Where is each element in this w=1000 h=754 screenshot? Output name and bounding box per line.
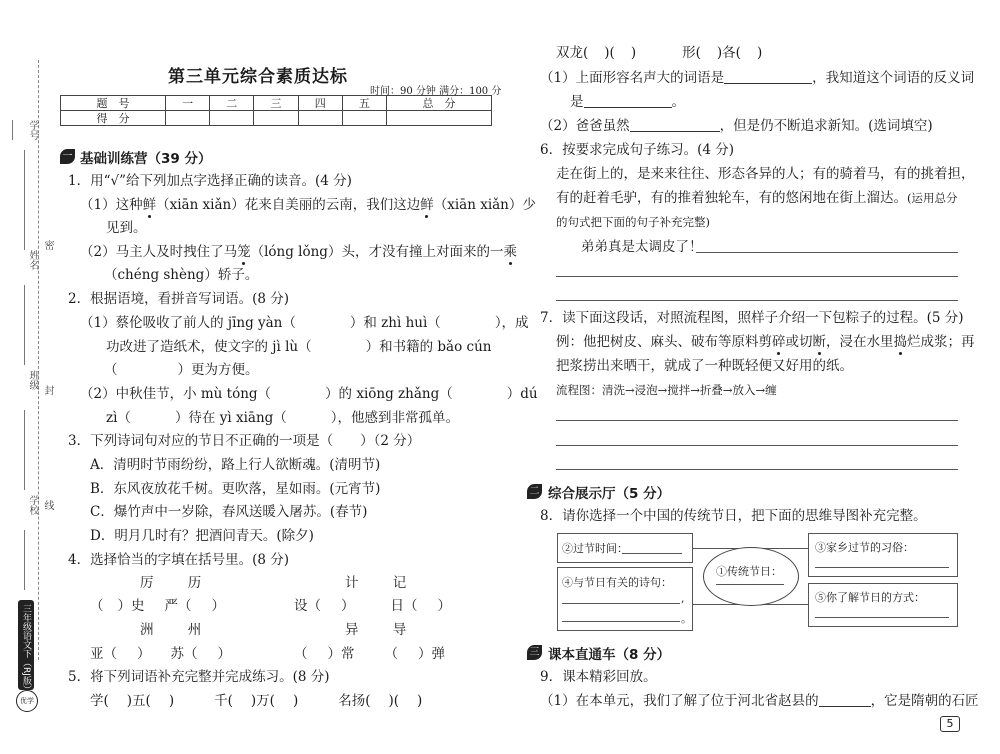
q7-flowchart: 流程图：清洗→浸泡→搅拌→折叠→放入→缠 bbox=[556, 383, 777, 397]
q1-item-1: （1）这种鲜（xiān xiǎn）花来自美丽的云南，我们这边鲜（xiān xiǎn）少 bbox=[80, 197, 536, 213]
q3-option-d[interactable]: D．明月几时有？把酒问青天。(除夕) bbox=[90, 528, 314, 544]
q4-pair-4: 异 导 bbox=[345, 622, 407, 638]
score-cell: 题 号 bbox=[61, 96, 166, 111]
q5-item-1-blank[interactable] bbox=[724, 69, 812, 84]
margin-line bbox=[12, 120, 13, 140]
section-2-number: 二 bbox=[527, 484, 542, 499]
margin-bind-word-3: 线 bbox=[42, 500, 53, 510]
q4-row-2-right: （ ）常 （ ）弹 bbox=[294, 646, 445, 662]
q6-answer-line-2[interactable] bbox=[556, 276, 958, 277]
q3-stem: 3．下列诗词句对应的节日不正确的一项是（ ）（2 分） bbox=[68, 433, 421, 449]
q1-item-1-cont: 见到。 bbox=[106, 220, 147, 236]
score-cell: 二 bbox=[210, 96, 254, 111]
q4-row-1-right: 设（ ） 日（ ） bbox=[294, 598, 451, 614]
margin-class-label: 班级 bbox=[27, 370, 38, 390]
margin-fill-line-2 bbox=[24, 285, 25, 365]
book-label-tab bbox=[18, 600, 34, 694]
q2-stem: 2．根据语境，看拼音写词语。(8 分) bbox=[68, 291, 290, 307]
q4-pair-2: 计 记 bbox=[345, 575, 407, 591]
margin-bind-word-1: 密 bbox=[42, 240, 53, 250]
q4-row-1-left: （ ）史 严（ ） bbox=[90, 598, 225, 614]
margin-bind-word-2: 封 bbox=[42, 385, 53, 395]
score-input[interactable] bbox=[298, 111, 342, 126]
margin-school-label: 学校 bbox=[27, 495, 38, 515]
margin-fill-line-3 bbox=[24, 410, 25, 490]
q5-row-1: 学( )五( ) 千( )万( ) 名扬( )( ) bbox=[90, 693, 423, 709]
binding-dash-line bbox=[38, 60, 39, 660]
q3-option-c[interactable]: C．爆竹声中一岁除，春风送暖入屠苏。(春节) bbox=[90, 504, 368, 520]
q6-passage-1: 走在街上的，是来来往往、形态各异的人；有的骑着马，有的挑着担， bbox=[556, 166, 975, 182]
q2-item-1-line2: 功改进了造纸术，使文字的 jì lù（ ）和书籍的 bǎo cún bbox=[106, 339, 492, 355]
time-info: 时间：90 分钟 满分：100 分 bbox=[370, 86, 502, 97]
score-cell: 总 分 bbox=[387, 96, 492, 111]
q6-instruction: 的句式把下面的句子补充完整) bbox=[556, 215, 710, 229]
score-cell: 得 分 bbox=[61, 111, 166, 126]
q5-item-1-antonym-blank[interactable] bbox=[584, 93, 672, 108]
q3-option-b[interactable]: B．东风夜放花千树。更吹落，星如雨。(元宵节) bbox=[90, 481, 381, 497]
q7-example-1: 例：他把树皮、麻头、破布等原料剪碎或切断，浸在水里捣烂成浆；再 bbox=[556, 334, 975, 350]
q1-item-2: （2）马主人及时拽住了马笼（lóng lǒng）头，才没有撞上对面来的一乘 bbox=[80, 244, 517, 260]
margin-fill-line-1 bbox=[24, 150, 25, 250]
score-cell: 一 bbox=[165, 96, 209, 111]
q2-item-2-line2: zì（ ）待在 yì xiāng（ ），他感到非常孤单。 bbox=[106, 410, 460, 426]
score-table bbox=[60, 95, 492, 126]
q7-stem: 7．读下面这段话，对照流程图，照样子介绍一下包粽子的过程。(5 分) bbox=[540, 310, 964, 326]
q6-answer-line-1[interactable] bbox=[696, 252, 958, 253]
q4-pair-1: 厉 历 bbox=[140, 575, 202, 591]
q7-answer-line-1[interactable] bbox=[556, 420, 958, 421]
score-header-row bbox=[61, 96, 492, 111]
q4-stem: 4．选择恰当的字填在括号里。(8 分) bbox=[68, 552, 290, 568]
q3-option-a[interactable]: A．清明时节雨纷纷，路上行人欲断魂。(清明节) bbox=[90, 457, 381, 473]
q5-item-1-cont: 是 。 bbox=[570, 94, 685, 110]
margin-fill-line-4 bbox=[24, 530, 25, 590]
score-input[interactable] bbox=[254, 111, 298, 126]
q1-item-2-cont: （chéng shèng）轿子。 bbox=[104, 267, 259, 283]
q5-item-2-blank[interactable] bbox=[630, 117, 720, 132]
q4-pair-3: 洲 州 bbox=[140, 622, 202, 638]
score-cell: 四 bbox=[298, 96, 342, 111]
section-3-number: 三 bbox=[527, 645, 542, 660]
q6-example: 弟弟真是太调皮了！ bbox=[581, 239, 703, 255]
section-3-title: 课本直通车（8 分） bbox=[548, 647, 671, 663]
section-1-title: 基础训练营（39 分） bbox=[80, 151, 212, 167]
page-number: 5 bbox=[940, 716, 960, 732]
q9-item-1-blank[interactable] bbox=[819, 692, 871, 707]
score-input-row bbox=[61, 111, 492, 126]
margin-id-label: 学号 bbox=[27, 120, 38, 140]
score-input[interactable] bbox=[342, 111, 386, 126]
score-input[interactable] bbox=[210, 111, 254, 126]
score-input[interactable] bbox=[165, 111, 209, 126]
q7-example-2: 把浆捞出来晒干，就成了一种既轻便又好用的纸。 bbox=[556, 358, 853, 374]
score-cell: 五 bbox=[342, 96, 386, 111]
score-input[interactable] bbox=[387, 111, 492, 126]
book-label: 三年级语文下（RJ版） bbox=[21, 604, 31, 694]
q5-stem: 5．将下列词语补充完整并完成练习。(8 分) bbox=[68, 669, 330, 685]
q2-item-2-line1: （2）中秋佳节，小 mù tóng（ ）的 xiōng zhǎng（ ）dú bbox=[80, 386, 538, 402]
q7-answer-line-2[interactable] bbox=[556, 445, 958, 446]
section-2-title: 综合展示厅（5 分） bbox=[548, 486, 671, 502]
score-cell: 三 bbox=[254, 96, 298, 111]
q6-passage-2: 有的赶着毛驴，有的推着独轮车，有的悠闲地在街上溜达。(运用总分 bbox=[556, 190, 958, 206]
mindmap-box-custom[interactable]: ③家乡过节的习俗： bbox=[808, 533, 958, 577]
mindmap-box-learn[interactable]: ⑤你了解节日的方式： bbox=[808, 583, 958, 627]
q2-item-1-line1: （1）蔡伦吸收了前人的 jīng yàn（ ）和 zhì huì（ ），成 bbox=[80, 315, 529, 331]
brand-logo: 优学 bbox=[16, 690, 38, 712]
section-1-number: 一 bbox=[60, 149, 75, 164]
page-title: 第三单元综合素质达标 bbox=[168, 67, 348, 87]
mindmap-center[interactable]: ①传统节日： bbox=[703, 547, 799, 606]
q9-item-1: （1）在本单元，我们了解了位于河北省赵县的 ，它是隋朝的石匠 bbox=[540, 693, 979, 709]
mindmap-box-time[interactable]: ②过节时间： bbox=[557, 533, 693, 563]
q4-row-2-left: 亚（ ） 苏（ ） bbox=[90, 646, 231, 662]
q6-answer-line-3[interactable] bbox=[556, 300, 958, 301]
q6-stem: 6．按要求完成句子练习。(4 分) bbox=[540, 142, 735, 158]
q1-stem: 1．用“√”给下列加点字选择正确的读音。(4 分) bbox=[68, 173, 352, 189]
q5-item-1: （1）上面形容名声大的词语是 ，我知道这个词语的反义词 bbox=[540, 70, 975, 86]
q7-answer-line-3[interactable] bbox=[556, 469, 958, 470]
q8-stem: 8．请你选择一个中国的传统节日，把下面的思维导图补充完整。 bbox=[540, 508, 927, 524]
q5-row-2: 双龙( )( ) 形( )各( ) bbox=[556, 45, 763, 61]
margin-name-label: 姓名 bbox=[27, 250, 38, 270]
q5-item-2: （2）爸爸虽然 ，但是仍不断追求新知。(选词填空) bbox=[540, 118, 933, 134]
mindmap-box-poem[interactable]: ④与节日有关的诗句： , 。 bbox=[557, 567, 693, 631]
q9-stem: 9．课本精彩回放。 bbox=[540, 669, 657, 685]
q2-item-1-line3: （ ）更为方便。 bbox=[104, 362, 259, 378]
